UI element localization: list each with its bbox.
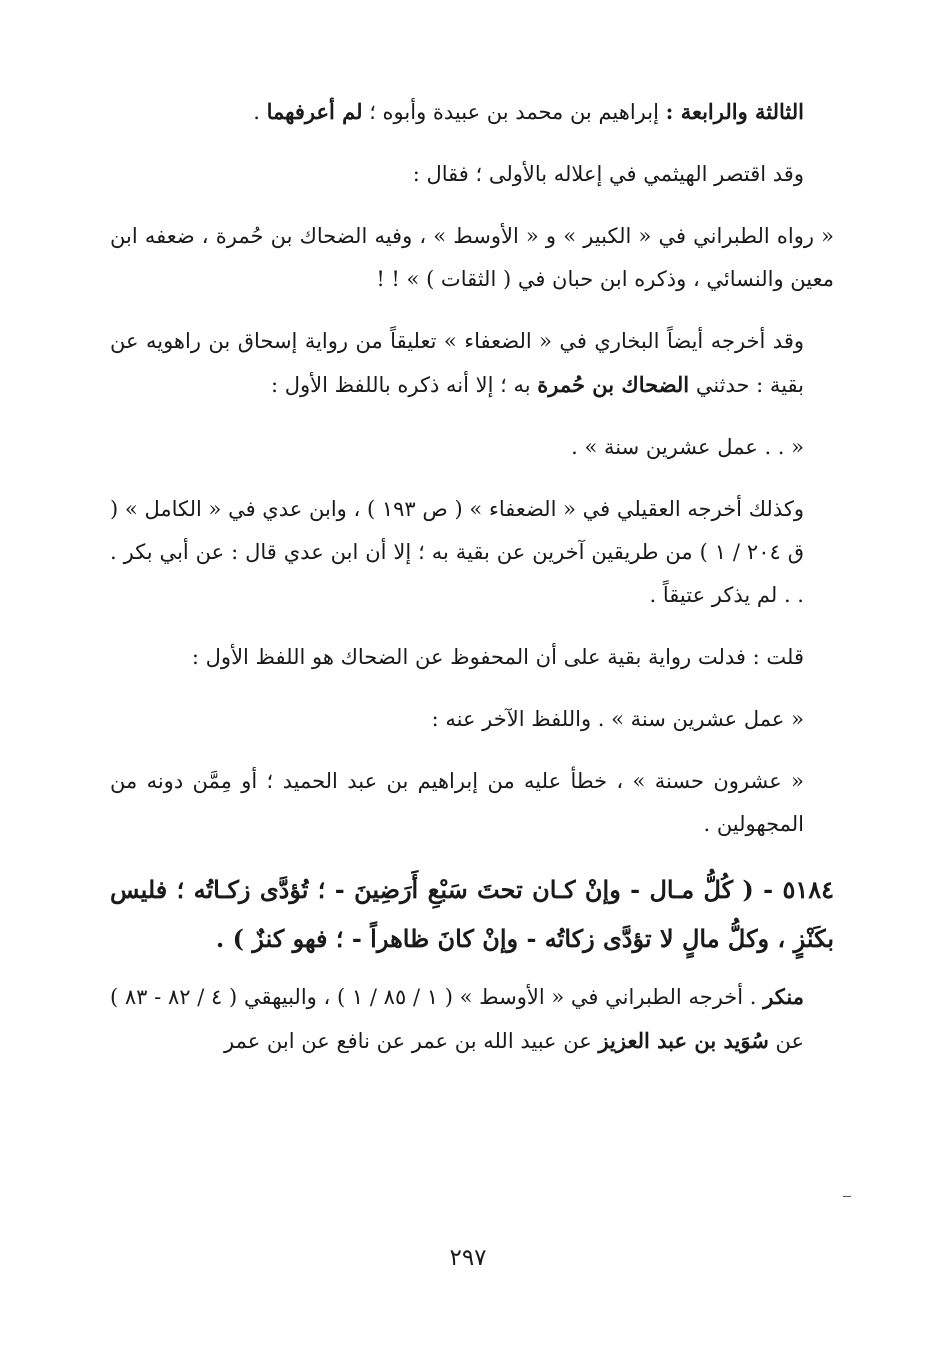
- paragraph-text: إبراهيم بن محمد بن عبيدة وأبوه ؛: [362, 100, 666, 124]
- paragraph-munkar: [110, 975, 834, 1063]
- paragraph-narrators: [110, 90, 834, 134]
- continuation-mark: [843, 1196, 851, 1197]
- paragraph-text: . أخرجه الطبراني في « الأوسط » ( ١ / ٨٥ / ١ ) ، والبيهقي ( ٤ / ٨٢ - ٨٣ ) عن: [110, 985, 804, 1053]
- paragraph-quote-hasana: « عشرون حسنة » ، خطأ عليه من إبراهيم بن عبد الحميد ؛ أو مِمَّن دونه من المجهولين .: [110, 769, 804, 836]
- bold-tail: لم أعرفهما: [266, 99, 363, 124]
- paragraph-bukhari: [110, 320, 834, 407]
- paragraph-haythami: وقد اقتصر الهيثمي في إعلاله بالأولى ؛ فقال :: [412, 162, 804, 186]
- paragraph-quote-tabarani: « رواه الطبراني في « الكبير » و « الأوسط » ، وفيه الضحاك بن حُمرة ، ضعفه ابن معين والنسائي ، وذكره ابن حبان في ( الثقات ) » ! !: [110, 224, 834, 291]
- paragraph-uqayli: وكذلك أخرجه العقيلي في « الضعفاء » ( ص ١٩٣ ) ، وابن عدي في « الكامل » ( ق ٢٠٤ / ١ ) من طريقين آخرين عن بقية به ؛ إلا أن ابن عدي قال : عن أبي بكر . . . لم يذكر عتيقاً .: [110, 497, 804, 607]
- bold-narrator: الضحاك بن حُمرة: [537, 372, 690, 397]
- page-number: ٢٩٧: [449, 1245, 487, 1271]
- paragraph-qultu: قلت : فدلت رواية بقية على أن المحفوظ عن الضحاك هو اللفظ الأول :: [191, 645, 804, 669]
- paragraph-text: .: [253, 100, 267, 124]
- hadith-heading: ٥١٨٤ - ( كُلُّ مـال - وإنْ كـان تحتَ سَبْعِ أَرَضِينَ - ؛ تُؤدَّى زكـاتُه ؛ فليس بكَنْزٍ ، وكلُّ مالٍ لا تؤدَّى زكاتُه - وإنْ كانَ ظاهراً - ؛ فهو كنزٌ ) .: [110, 875, 834, 953]
- paragraph-quote-short: « . . عمل عشرين سنة » .: [571, 435, 804, 459]
- bold-lead: الثالثة والرابعة :: [665, 99, 804, 124]
- paragraph-text: وقد أخرجه أيضاً البخاري في « الضعفاء » تعليقاً من رواية إسحاق بن راهويه عن بقية : حدثني: [110, 329, 804, 397]
- paragraph-text: به ؛ إلا أنه ذكره باللفظ الأول :: [270, 373, 538, 397]
- paragraph-quote-amal: « عمل عشرين سنة » . واللفظ الآخر عنه :: [431, 707, 804, 731]
- bold-narrator: سُوَيد بن عبد العزيز: [598, 1028, 769, 1053]
- paragraph-text: عن عبيد الله بن عمر عن نافع عن ابن عمر: [223, 1029, 599, 1053]
- main-text: [110, 90, 834, 1082]
- bold-lead: منكر: [763, 984, 804, 1009]
